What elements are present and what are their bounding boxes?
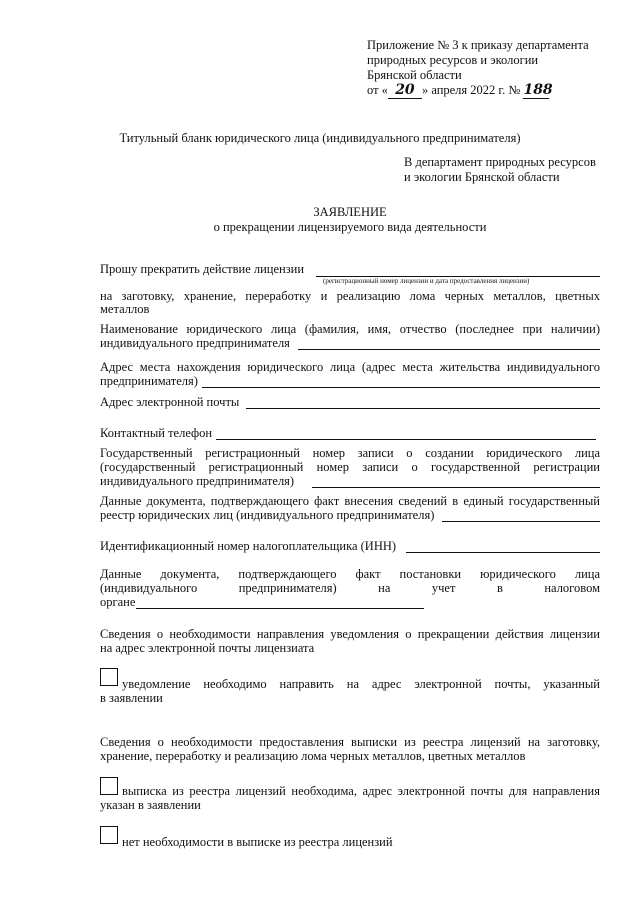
document-subtitle: о прекращении лицензируемого вида деятельности <box>213 220 487 234</box>
extract-intro-1: Сведения о необходимости предоставления выписки из реестра лицензий на заготовку, <box>100 735 600 749</box>
addressee-line-1: В департамент природных ресурсов <box>404 155 596 169</box>
license-scope-1: на заготовку, хранение, переработку и реализацию лома черных металлов, цветных <box>100 289 600 303</box>
phone-field[interactable] <box>216 439 596 440</box>
name-label-2: индивидуального предпринимателя <box>100 336 290 350</box>
name-label-1: Наименование юридического лица (фамилия, имя, отчество (последнее при наличии) <box>100 322 600 336</box>
appendix-line-2: природных ресурсов и экологии <box>367 53 539 67</box>
license-scope-2: металлов <box>100 302 150 316</box>
tax-label-3: органе <box>100 595 136 609</box>
extract-yes-option-2: указан в заявлении <box>100 798 201 812</box>
handwritten-day: 20 <box>395 82 415 98</box>
extract-yes-checkbox[interactable] <box>100 777 118 795</box>
date-prefix: от « <box>367 83 388 97</box>
license-action-label: Прошу прекратить действие лицензии <box>100 262 305 276</box>
email-field[interactable] <box>246 408 600 409</box>
notification-intro-2: на адрес электронной почты лицензиата <box>100 641 315 655</box>
address-label-2: предпринимателя) <box>100 374 198 388</box>
ogrn-label-3: индивидуального предпринимателя) <box>100 474 295 488</box>
extract-no-option: нет необходимости в выписке из реестра лицензий <box>122 835 393 849</box>
handwritten-number: 188 <box>523 82 553 98</box>
ogrn-field[interactable] <box>312 487 600 488</box>
notification-option-2: в заявлении <box>100 691 163 705</box>
appendix-line-1: Приложение № 3 к приказу департамента <box>367 38 589 52</box>
ogrn-label-1: Государственный регистрационный номер записи о создании юридического лица <box>100 446 600 460</box>
egrul-field[interactable] <box>442 521 600 522</box>
letterhead: Титульный бланк юридического лица (индивидуального предпринимателя) <box>119 131 521 145</box>
notification-checkbox[interactable] <box>100 668 118 686</box>
license-hint: (регистрационный номер лицензии и дата предоставления лицензии) <box>323 277 530 285</box>
inn-label: Идентификационный номер налогоплательщика (ИНН) <box>100 539 397 553</box>
tax-label-1: Данные документа, подтверждающего факт постановки юридического лица <box>100 567 600 581</box>
egrul-label-1: Данные документа, подтверждающего факт внесения сведений в единый государственный <box>100 494 600 508</box>
document-title: ЗАЯВЛЕНИЕ <box>313 205 387 219</box>
notification-intro-1: Сведения о необходимости направления уведомления о прекращении действия лицензии <box>100 627 600 641</box>
name-field[interactable] <box>298 349 600 350</box>
tax-label-2: (индивидуального предпринимателя) на учет в налоговом <box>100 581 600 595</box>
egrul-label-2: реестр юридических лиц (индивидуального предпринимателя) <box>100 508 435 522</box>
date-day <box>388 83 422 99</box>
notification-option-1: уведомление необходимо направить на адрес электронной почты, указанный <box>122 677 600 691</box>
appendix-line-3: Брянской области <box>367 68 462 82</box>
extract-yes-option-1: выписка из реестра лицензий необходима, адрес электронной почты для направления <box>122 784 600 798</box>
extract-intro-2: хранение, переработку и реализацию лома черных металлов, цветных металлов <box>100 749 526 763</box>
ogrn-label-2: (государственный регистрационный номер записи о государственной регистрации <box>100 460 600 474</box>
phone-label: Контактный телефон <box>100 426 213 440</box>
inn-field[interactable] <box>406 552 600 553</box>
email-label: Адрес электронной почты <box>100 395 240 409</box>
order-number <box>523 82 553 99</box>
date-middle: » апреля 2022 г. № <box>421 83 521 97</box>
addressee-line-2: и экологии Брянской области <box>404 170 560 184</box>
tax-field[interactable] <box>136 608 424 609</box>
appendix-date-line <box>367 82 553 99</box>
extract-no-checkbox[interactable] <box>100 826 118 844</box>
address-label-1: Адрес места нахождения юридического лица (адрес места жительства индивидуального <box>100 360 600 374</box>
address-field[interactable] <box>202 387 600 388</box>
